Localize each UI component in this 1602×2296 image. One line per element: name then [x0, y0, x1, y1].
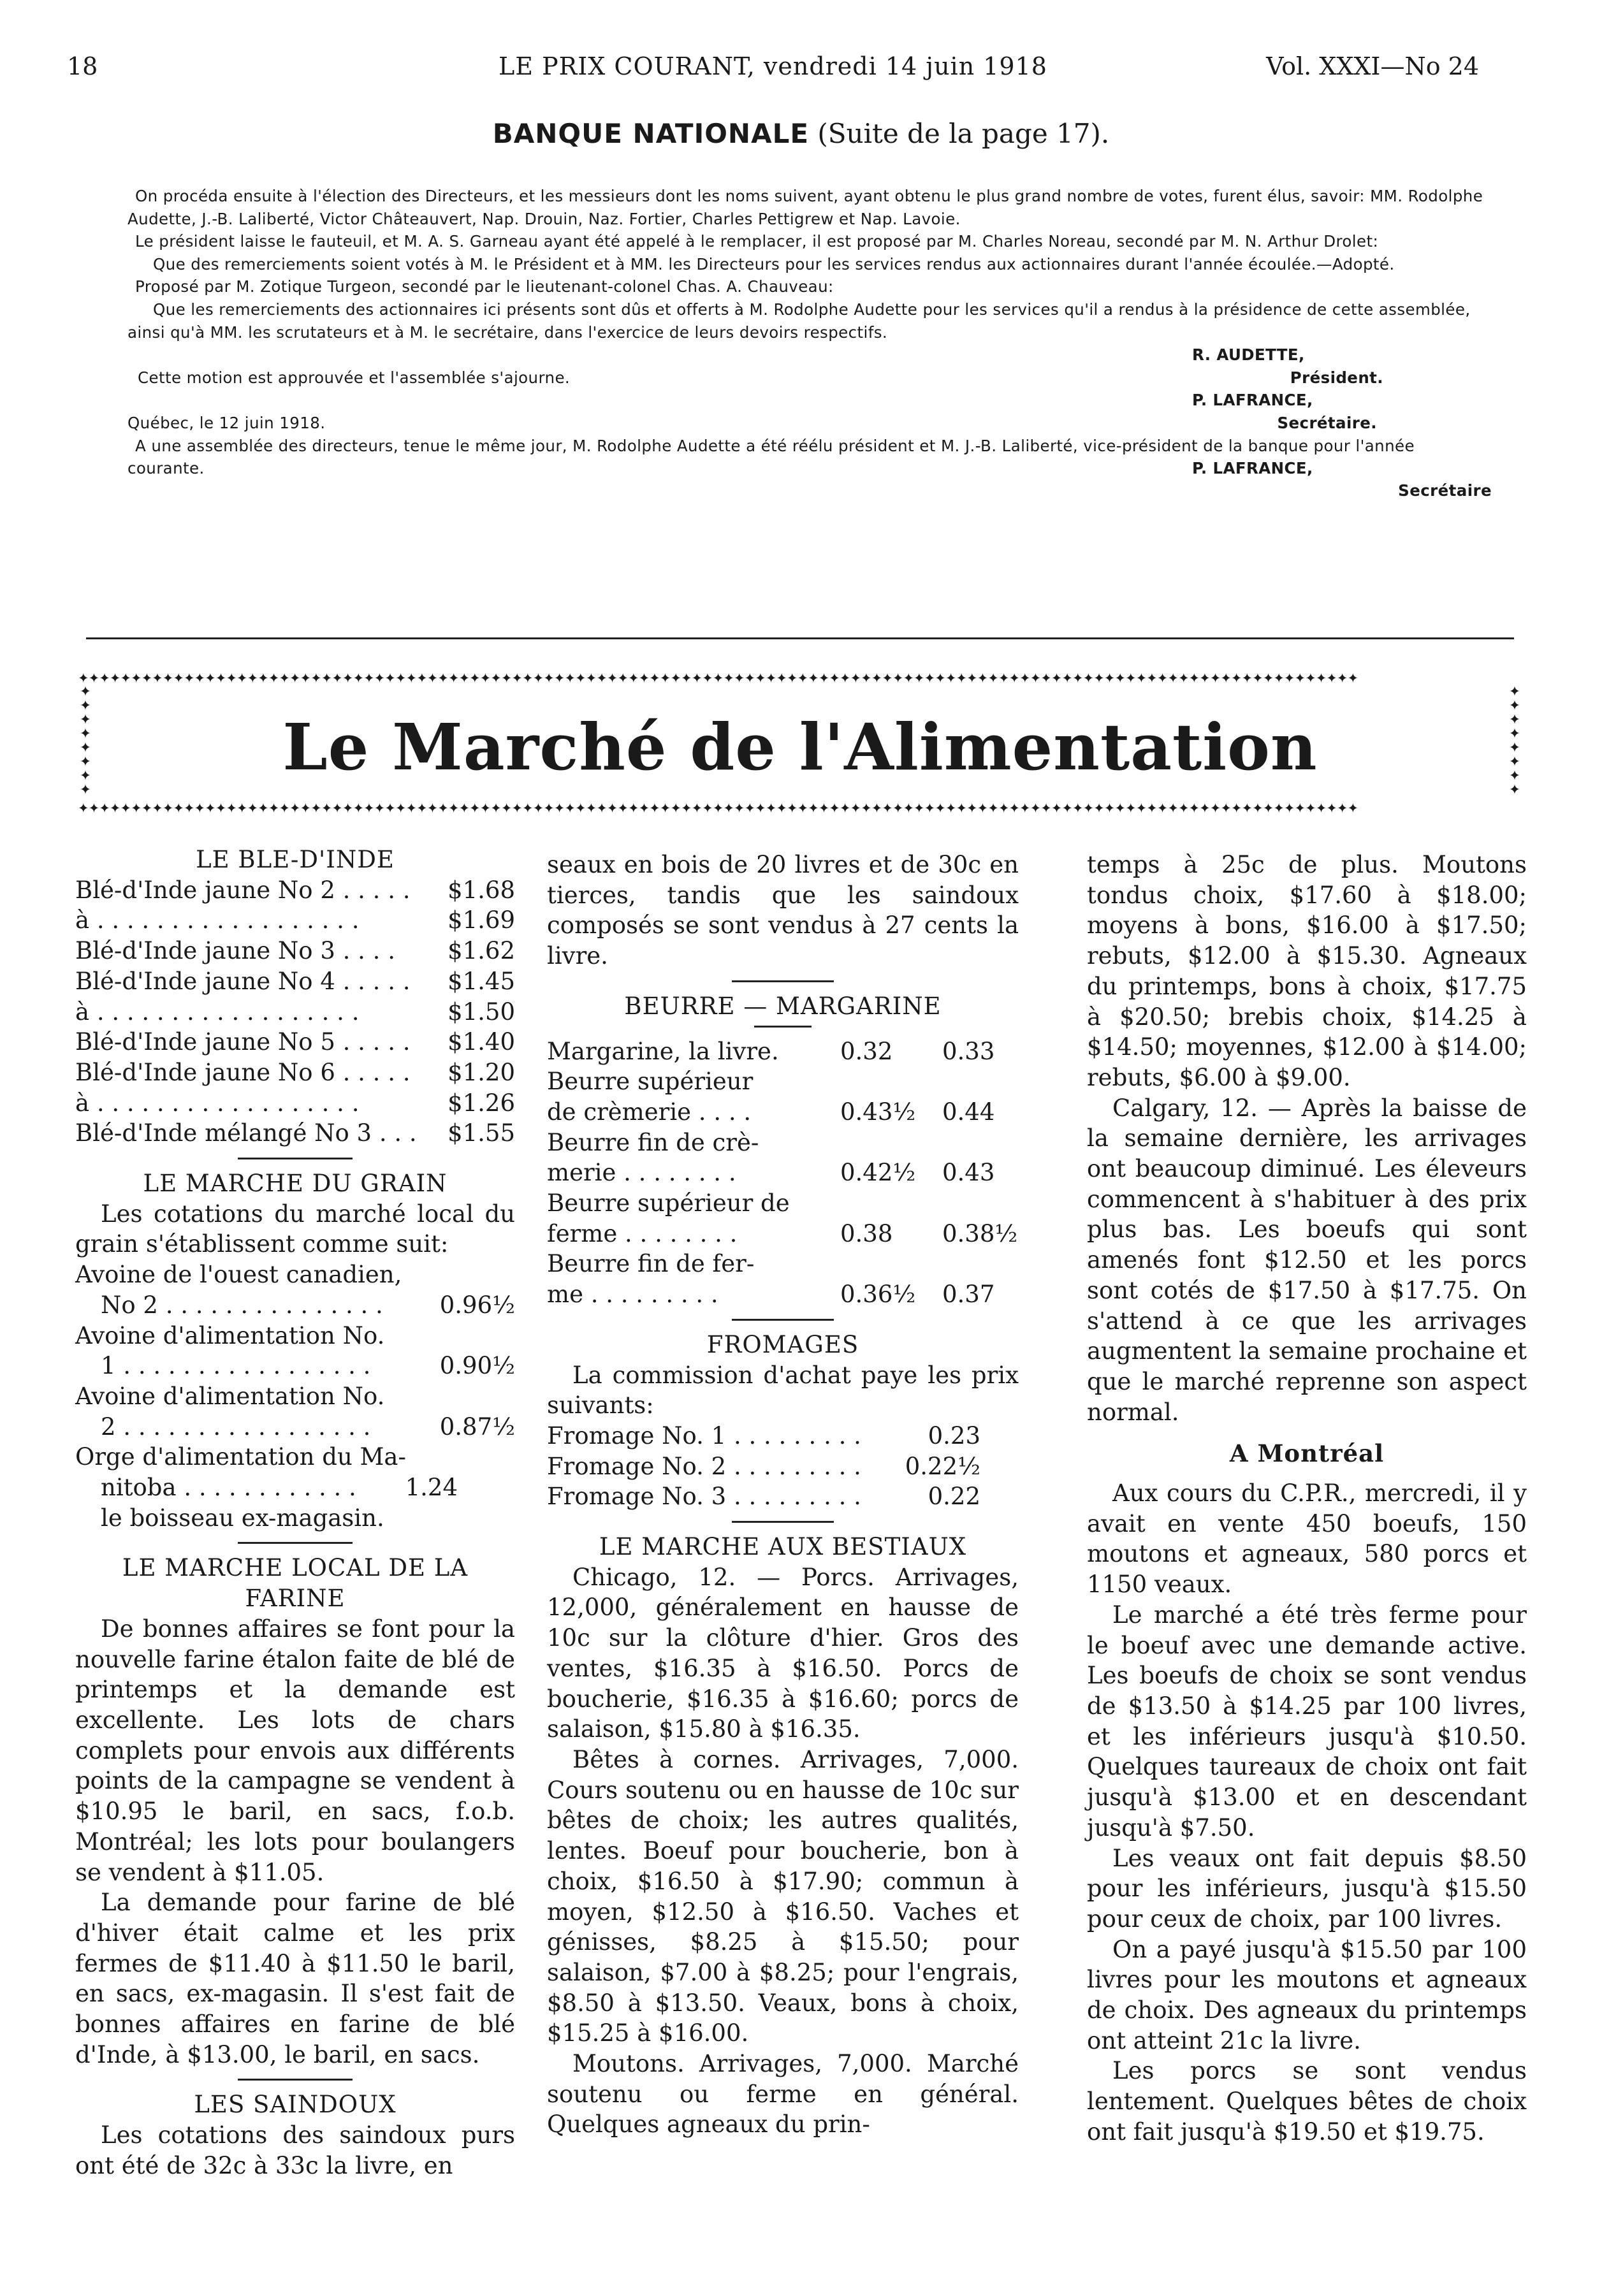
item-name: Beurre supérieur	[547, 1068, 754, 1096]
price-label: Blé-d'Inde jaune No 6 . . . . .	[75, 1058, 411, 1086]
fromages-price-list	[547, 1421, 1019, 1512]
item-name: merie . . . . . . . .	[547, 1159, 736, 1187]
price-low	[840, 1249, 942, 1279]
price-low	[840, 1128, 942, 1158]
paragraph: Chicago, 12. — Porcs. Arrivages, 12,000, généralement en hausse de 10c sur la clôture d'hier. Gros des ventes, $16.35 à $16.50. Porcs de boucherie, $16.35 à $16.60; porcs de salaison, $15.80 à $16.35.	[547, 1563, 1019, 1743]
price-line: Avoine d'alimentation No.	[75, 1382, 385, 1410]
price-value: $1.20	[448, 1058, 515, 1086]
heading-rule	[732, 980, 834, 982]
column-3	[1087, 850, 1527, 2147]
price-low: 0.32	[840, 1037, 893, 1065]
paragraph: temps à 25c de plus. Moutons tondus choix, $17.60 à $18.00; moyens à bons, $16.00 à $17.50; rebuts, $12.00 à $15.30. Agneaux du printemps, bons à choix, $17.75 à $20.50; brebis choix, $14.25 à $14.50; moyennes, $12.00 à $14.00; rebuts, $6.00 à $9.00.	[1087, 851, 1527, 1091]
section-banner	[78, 672, 1522, 814]
minutes-paragraph: Cette motion est approuvée et l'assemblée s'ajourne.	[138, 368, 571, 387]
section-heading: FROMAGES	[706, 1330, 859, 1358]
minutes-paragraph: A une assemblée des directeurs, tenue le même jour, M. Rodolphe Audette a été réélu président et M. J.-B. Laliberté, vice-président de la banque pour l'année courante.	[127, 436, 1415, 478]
price-high: 0.33	[942, 1037, 995, 1065]
price-row	[75, 1057, 515, 1088]
section-heading: BEURRE — MARGARINE	[624, 992, 942, 1020]
item-name: Beurre supérieur de	[547, 1189, 790, 1217]
price-label: Blé-d'Inde jaune No 5 . . . . .	[75, 1028, 411, 1056]
banner-title: Le Marché de l'Alimentation	[282, 709, 1318, 785]
heading-rule	[754, 1026, 812, 1028]
table-row	[547, 1158, 1019, 1188]
heading-rule	[238, 1158, 353, 1159]
price-label: nitoba . . . . . . . . . . . .	[101, 1474, 356, 1502]
section-heading: LE MARCHE DU GRAIN	[143, 1170, 448, 1198]
price-label: 1 . . . . . . . . . . . . . . . . .	[101, 1352, 371, 1380]
table-row	[547, 1188, 1019, 1219]
signature-title: Secrétaire.	[1277, 413, 1377, 432]
ornamental-border-bottom: ✦✦✦✦✦✦✦✦✦✦✦✦✦✦✦✦✦✦✦✦✦✦✦✦✦✦✦✦✦✦✦✦✦✦✦✦✦✦✦✦✦✦✦✦✦✦✦✦✦✦✦✦✦✦✦✦✦✦✦✦✦✦✦✦✦✦✦✦✦✦✦✦✦✦✦✦✦✦✦✦✦✦✦✦✦✦✦✦✦✦✦✦✦✦✦✦✦✦✦✦✦✦✦✦✦✦✦✦✦✦✦✦✦✦✦✦✦✦✦✦✦	[78, 803, 1358, 814]
item-name: ferme . . . . . . . .	[547, 1219, 738, 1247]
signature-name: P. LAFRANCE,	[1192, 458, 1313, 477]
heading-rule	[238, 2079, 353, 2081]
price-row	[75, 875, 515, 906]
paragraph: Calgary, 12. — Après la baisse de la semaine dernière, les arrivages ont beaucoup diminué. Les éleveurs commencent à s'habituer à des prix plus bas. Les boeufs qui sont amenés font $12.50 et les porcs sont cotés de $17.50 à $17.75. On s'attend à ce que les arrivages augmentent la semaine prochaine et que le marché reprenne son aspect normal.	[1087, 1094, 1527, 1426]
paragraph: On a payé jusqu'à $15.50 par 100 livres pour les moutons et agneaux de choix. Des agneaux du printemps ont atteint 21c la livre.	[1087, 1935, 1527, 2054]
price-row	[75, 1088, 515, 1119]
minutes-paragraph: Le président laisse le fauteuil, et M. A. S. Garneau ayant été appelé à le remplacer, il est proposé par M. Charles Noreau, secondé par M. N. Arthur Drolet:	[135, 232, 1379, 251]
heading-rule	[238, 1542, 353, 1544]
paragraph: Le marché a été très ferme pour le boeuf avec une demande active. Les boeufs de choix se sont vendus de $13.50 à $14.25 par 100 livres, et les inférieurs jusqu'à $10.50. Quelques taureaux de choix ont fait jusqu'à $13.00 et en descendant jusqu'à $7.50.	[1087, 1601, 1527, 1842]
price-high	[942, 1066, 1019, 1097]
item-name: me . . . . . . . . .	[547, 1281, 718, 1309]
paragraph: Bêtes à cornes. Arrivages, 7,000. Cours soutenu ou en hausse de 10c sur bêtes de choix; les autres qualités, lentes. Boeuf pour boucherie, bon à choix, $16.50 à $17.90; commun à moyen, $12.50 à $16.50. Vaches et génisses, $8.25 à $15.50; pour salaison, $7.00 à $8.25; pour l'engrais, $8.50 à $13.50. Veaux, bons à choix, $15.25 à $16.00.	[547, 1745, 1019, 2047]
paragraph: De bonnes affaires se font pour la nouvelle farine étalon faite de blé de printemps et la demande est excellente. Les lots de chars complets pour envois aux différents points de la campagne se vendent à $10.95 le baril, en sacs, f.o.b. Montréal; les lots pour boulangers se vendent à $11.05.	[75, 1615, 515, 1886]
price-high: 0.38½	[942, 1219, 1018, 1247]
price-label: Blé-d'Inde jaune No 3 . . . .	[75, 937, 395, 965]
paragraph: Les veaux ont fait depuis $8.50 pour les inférieurs, jusqu'à $15.50 pour ceux de choix, par 100 livres.	[1087, 1844, 1527, 1933]
price-row	[75, 1027, 515, 1057]
price-value: $1.26	[448, 1089, 515, 1117]
section-heading: LE MARCHE LOCAL DE LA FARINE	[122, 1554, 469, 1613]
minutes-paragraph: Proposé par M. Zotique Turgeon, secondé par le lieutenant-colonel Chas. A. Chauveau:	[135, 277, 834, 296]
price-label: Blé-d'Inde jaune No 4 . . . . .	[75, 967, 411, 995]
price-value: 0.96½	[439, 1291, 515, 1319]
price-label: No 2 . . . . . . . . . . . . . . .	[101, 1291, 383, 1319]
minutes-paragraph: Que des remerciements soient votés à M. le Président et à MM. les Directeurs pour les services rendus aux actionnaires durant l'année écoulée.—Adopté.	[153, 254, 1395, 273]
price-row	[75, 905, 515, 936]
banque-title	[0, 118, 1602, 149]
price-row	[75, 997, 515, 1028]
ornamental-border-top: ✦✦✦✦✦✦✦✦✦✦✦✦✦✦✦✦✦✦✦✦✦✦✦✦✦✦✦✦✦✦✦✦✦✦✦✦✦✦✦✦✦✦✦✦✦✦✦✦✦✦✦✦✦✦✦✦✦✦✦✦✦✦✦✦✦✦✦✦✦✦✦✦✦✦✦✦✦✦✦✦✦✦✦✦✦✦✦✦✦✦✦✦✦✦✦✦✦✦✦✦✦✦✦✦✦✦✦✦✦✦✦✦✦✦✦✦✦✦✦✦✦	[78, 672, 1358, 684]
price-value: $1.45	[448, 967, 515, 995]
signature-title: Secrétaire	[1398, 481, 1492, 500]
ble-price-list	[75, 875, 515, 1149]
price-value: $1.55	[448, 1119, 515, 1147]
price-high: 0.37	[942, 1281, 995, 1309]
table-row	[547, 1097, 1019, 1128]
paragraph: Les porcs se sont vendus lentement. Quelques bêtes de choix ont fait jusqu'à $19.50 et $19.75.	[1087, 2057, 1527, 2146]
paragraph: seaux en bois de 20 livres et de 30c en tierces, tandis que les saindoux composés se sont vendus à 27 cents la livre.	[547, 851, 1019, 970]
publication-title: LE PRIX COURANT, vendredi 14 juin 1918	[499, 52, 1047, 80]
price-line: Avoine de l'ouest canadien,	[75, 1261, 402, 1289]
price-line: Avoine d'alimentation No.	[75, 1321, 385, 1349]
price-label: Fromage No. 1 . . . . . . . . .	[547, 1421, 861, 1450]
item-name: Beurre fin de crè-	[547, 1128, 759, 1156]
table-row	[547, 1066, 1019, 1097]
page-number: 18	[67, 52, 98, 80]
column-2	[547, 850, 1019, 2140]
section-heading: LE MARCHE AUX BESTIAUX	[599, 1533, 967, 1561]
price-line: Orge d'alimentation du Ma-	[75, 1443, 406, 1471]
price-line: le boisseau ex-magasin.	[101, 1504, 384, 1532]
price-high: 0.43	[942, 1159, 995, 1187]
price-value: 0.22½	[905, 1452, 980, 1480]
price-low	[840, 1066, 942, 1097]
price-row	[547, 1451, 1019, 1482]
price-value: $1.69	[448, 906, 515, 934]
price-low: 0.43½	[840, 1098, 916, 1126]
item-name: Margarine, la livre.	[547, 1037, 779, 1065]
table-row	[547, 1279, 1019, 1310]
table-row	[547, 1036, 1019, 1067]
price-high	[942, 1249, 1019, 1279]
price-value: 0.90½	[439, 1352, 515, 1380]
beurre-price-table	[547, 1036, 1019, 1310]
section-heading: LES SAINDOUX	[194, 2091, 397, 2119]
price-value: 0.87½	[439, 1413, 515, 1441]
item-name: de crèmerie . . . .	[547, 1098, 752, 1126]
paragraph: Les cotations des saindoux purs ont été de 32c à 33c la livre, en	[75, 2121, 515, 2179]
volume-number: Vol. XXXI—No 24	[1266, 52, 1479, 80]
price-value: 1.24	[405, 1474, 458, 1502]
section-divider	[86, 637, 1514, 639]
paragraph: La demande pour farine de blé d'hiver était calme et les prix fermes de $11.40 à $11.50 le baril, en sacs, ex-magasin. Il s'est fait de bonnes affaires en farine de blé d'Inde, à $13.00, le baril, en sacs.	[75, 1889, 515, 2068]
price-label: à . . . . . . . . . . . . . . . . . .	[75, 998, 360, 1026]
price-row	[75, 966, 515, 997]
paragraph: Aux cours du C.P.R., mercredi, il y avait en vente 450 boeufs, 150 moutons et agneaux, 580 porcs et 1150 veaux.	[1087, 1479, 1527, 1599]
price-label: Fromage No. 2 . . . . . . . . .	[547, 1452, 861, 1480]
ornamental-border-left: ✦ ✦ ✦ ✦ ✦ ✦ ✦ ✦	[79, 684, 92, 798]
price-value: $1.68	[448, 876, 515, 904]
item-name: Beurre fin de fer-	[547, 1250, 755, 1278]
ornamental-border-right: ✦ ✦ ✦ ✦ ✦ ✦ ✦ ✦	[1508, 684, 1521, 798]
price-low	[840, 1188, 942, 1219]
price-low: 0.36½	[840, 1281, 916, 1309]
banque-title-rest: (Suite de la page 17).	[817, 118, 1110, 149]
price-label: Blé-d'Inde jaune No 2 . . . . .	[75, 876, 411, 904]
price-low: 0.42½	[840, 1159, 916, 1187]
banque-title-bold: BANQUE NATIONALE	[492, 118, 810, 149]
price-label: 2 . . . . . . . . . . . . . . . . .	[101, 1413, 371, 1441]
section-heading: LE BLE-D'INDE	[196, 846, 395, 873]
table-row	[547, 1219, 1019, 1249]
paragraph: La commission d'achat paye les prix suivants:	[547, 1361, 1019, 1420]
price-value: $1.50	[448, 998, 515, 1026]
signature-name: P. LAFRANCE,	[1192, 391, 1313, 410]
minutes-paragraph: Que les remerciements des actionnaires ici présents sont dûs et offerts à M. Rodolphe Audette pour les services qu'il a rendus à la présidence de cette assemblée, ainsi qu'à MM. les scrutateurs et à M. le secrétaire, dans l'exercice de leurs devoirs respectifs.	[127, 300, 1471, 342]
price-row	[75, 936, 515, 966]
table-row	[547, 1128, 1019, 1158]
price-label: Fromage No. 3 . . . . . . . . .	[547, 1483, 861, 1511]
price-high	[942, 1128, 1019, 1158]
signature-name: R. AUDETTE,	[1192, 345, 1305, 365]
price-value: $1.62	[448, 937, 515, 965]
paragraph: Les cotations du marché local du grain s'établissent comme suit:	[75, 1200, 515, 1258]
date-line: Québec, le 12 juin 1918.	[127, 413, 326, 432]
price-value: 0.22	[928, 1483, 980, 1511]
price-row	[75, 1118, 515, 1149]
price-high	[942, 1188, 1019, 1219]
price-low: 0.38	[840, 1219, 893, 1247]
price-label: à . . . . . . . . . . . . . . . . . .	[75, 906, 360, 934]
column-1	[75, 845, 515, 2181]
heading-rule	[732, 1521, 834, 1523]
paragraph: Moutons. Arrivages, 7,000. Marché soutenu ou ferme en général. Quelques agneaux du prin-	[547, 2050, 1019, 2139]
minutes-paragraph: On procéda ensuite à l'élection des Directeurs, et les messieurs dont les noms suivent, ayant obtenu le plus grand nombre de votes, furent élus, savoir: MM. Rodolphe Audette, J.-B. Laliberté, Victor Châteauvert, Nap. Drouin, Naz. Fortier, Charles Pettigrew et Nap. Lavoie.	[127, 187, 1483, 228]
price-value: 0.23	[928, 1421, 980, 1450]
price-label: à . . . . . . . . . . . . . . . . . .	[75, 1089, 360, 1117]
table-row	[547, 1249, 1019, 1279]
signature-title: Président.	[1290, 368, 1383, 387]
price-label: Blé-d'Inde mélangé No 3 . . .	[75, 1119, 417, 1147]
price-high: 0.44	[942, 1098, 995, 1126]
banque-minutes	[127, 185, 1492, 502]
price-row	[547, 1481, 1019, 1512]
running-header	[67, 52, 1479, 91]
section-heading: A Montréal	[1229, 1439, 1385, 1468]
price-value: $1.40	[448, 1028, 515, 1056]
heading-rule	[732, 1319, 834, 1321]
price-row	[547, 1421, 1019, 1451]
